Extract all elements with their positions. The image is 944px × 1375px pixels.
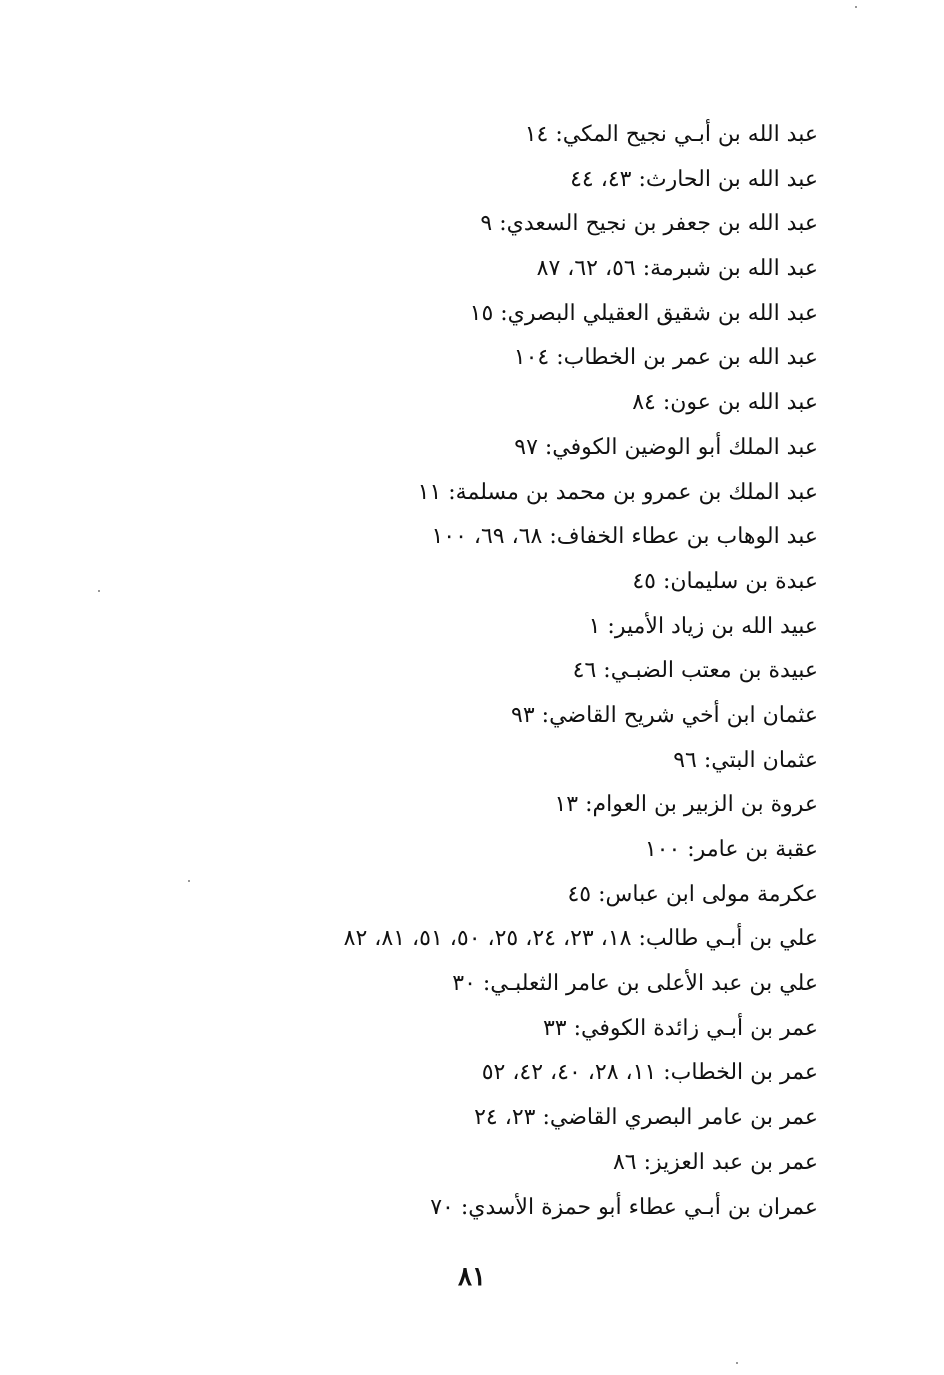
scan-speck [188, 880, 190, 882]
index-entry: عبدة بن سليمان: ٤٥ [632, 568, 818, 594]
index-entry: علي بن أبـي طالب: ١٨، ٢٣، ٢٤، ٢٥، ٥٠، ٥١، ٨١، ٨٢ [343, 926, 818, 952]
scan-speck [98, 590, 100, 592]
index-entry: عمر بن الخطاب: ١١، ٢٨، ٤٠، ٤٢، ٥٢ [481, 1060, 818, 1086]
index-entry: عقبة بن عامر: ١٠٠ [644, 837, 818, 862]
index-entry: عبد الله بن شبرمة: ٥٦، ٦٢، ٨٧ [536, 256, 818, 282]
index-entry: عثمان البتي: ٩٦ [673, 747, 818, 773]
index-entry: عبد الله بن عمر بن الخطاب: ١٠٤ [513, 345, 818, 371]
index-entry: عبيدة بن معتب الضبـي: ٤٦ [572, 658, 818, 684]
index-entry: عبد الملك أبو الوضين الكوفي: ٩٧ [514, 434, 818, 460]
index-entry: علي بن عبد الأعلى بن عامر الثعلبـي: ٣٠ [452, 971, 818, 997]
index-entry: عبد الوهاب بن عطاء الخفاف: ٦٨، ٦٩، ١٠٠ [431, 524, 818, 550]
index-entry: عكرمة مولى ابن عباس: ٤٥ [567, 881, 818, 907]
index-entry: عثمان ابن أخي شريح القاضي: ٩٣ [511, 702, 818, 728]
index-entry: عبيد الله بن زياد الأمير: ١ [588, 613, 818, 639]
index-entry: عمران بن أبـي عطاء أبو حمزة الأسدي: ٧٠ [430, 1194, 818, 1220]
index-entry: عمر بن عبد العزيز: ٨٦ [612, 1149, 818, 1175]
index-entry: عبد الله بن جعفر بن نجيح السعدي: ٩ [480, 211, 818, 237]
scan-speck [736, 1362, 738, 1364]
index-entry: عروة بن الزبير بن العوام: ١٣ [554, 792, 818, 818]
page-number: ٨١ [458, 1262, 486, 1292]
scan-speck [855, 6, 857, 8]
index-entry: عمر بن أبـي زائدة الكوفي: ٣٣ [542, 1015, 818, 1041]
index-entry: عمر بن عامر البصري القاضي: ٢٣، ٢٤ [474, 1105, 818, 1131]
index-entry: عبد الملك بن عمرو بن محمد بن مسلمة: ١١ [417, 479, 818, 505]
name-index-list [118, 113, 818, 1230]
index-entry: عبد الله بن الحارث: ٤٣، ٤٤ [570, 166, 818, 192]
index-entry: عبد الله بن أبـي نجيح المكي: ١٤ [524, 122, 818, 147]
index-entry: عبد الله بن عون: ٨٤ [632, 390, 818, 416]
index-entry: عبد الله بن شقيق العقيلي البصري: ١٥ [469, 300, 818, 326]
